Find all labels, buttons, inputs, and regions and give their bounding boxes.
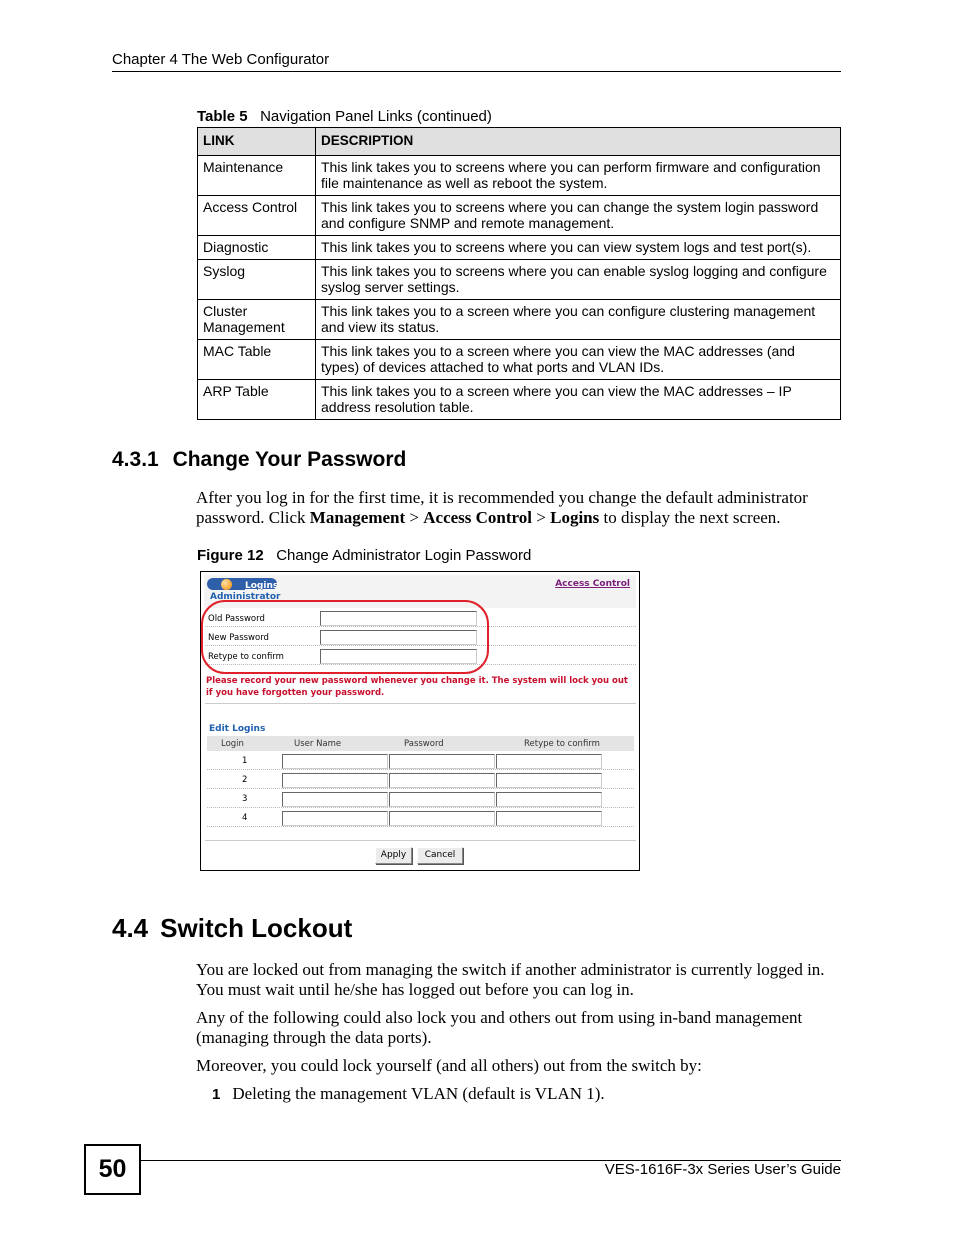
link-cell: MAC Table: [198, 340, 316, 380]
login-row: [207, 751, 634, 770]
highlight-circle: [201, 600, 489, 674]
figure-caption-text: Change Administrator Login Password: [276, 547, 532, 564]
section-title: Change Your Password: [172, 448, 407, 471]
login-number: 2: [242, 775, 248, 785]
user-name-input[interactable]: [282, 754, 388, 769]
user-name-input[interactable]: [282, 773, 388, 788]
section-number: 4.3.1: [112, 448, 159, 471]
table-row: [198, 260, 841, 300]
lockout-paragraph-1: You are locked out from managing the switch if another administrator is currently logged in. You must wait until he/she has logged out before you can log in.: [196, 960, 825, 999]
description-cell: This link takes you to a screen where you can configure clustering management and view its status.: [316, 300, 841, 340]
table-caption-label: Table 5: [197, 108, 248, 125]
tab-ball-icon: [221, 579, 232, 590]
user-name-input[interactable]: [282, 811, 388, 826]
column-header-user-name: User Name: [294, 739, 342, 749]
figure-caption: [197, 547, 531, 564]
link-cell: Access Control: [198, 196, 316, 236]
login-password-screenshot: [200, 571, 640, 871]
menu-separator: >: [405, 508, 424, 527]
section-title: Switch Lockout: [160, 913, 353, 943]
navigation-links-table: [197, 127, 841, 420]
user-name-input[interactable]: [282, 792, 388, 807]
para-text: After you log in for the first time, it is recommended you change the default administrator password. Click: [196, 488, 808, 527]
list-item: [212, 1084, 605, 1105]
description-cell: This link takes you to a screen where you can view the MAC addresses (and types) of devices attached to what ports and VLAN IDs.: [316, 340, 841, 380]
administrator-heading: Administrator: [210, 592, 281, 602]
list-text: Deleting the management VLAN (default is VLAN 1).: [232, 1084, 605, 1103]
lockout-paragraph-3: Moreover, you could lock yourself (and all others) out from the switch by:: [196, 1056, 702, 1075]
table-caption: [197, 108, 492, 125]
figure-caption-label: Figure 12: [197, 547, 264, 564]
table-row: [198, 156, 841, 196]
password-input[interactable]: [389, 792, 495, 807]
description-cell: This link takes you to a screen where you can view the MAC addresses – IP address resolution table.: [316, 380, 841, 420]
description-cell: This link takes you to screens where you can enable syslog logging and configure syslog server settings.: [316, 260, 841, 300]
link-cell: Cluster Management: [198, 300, 316, 340]
divider: [205, 703, 636, 704]
password-input[interactable]: [389, 811, 495, 826]
section-heading-4-4: [112, 913, 352, 944]
description-cell: This link takes you to screens where you can view system logs and test port(s).: [316, 236, 841, 260]
old-password-label: Old Password: [208, 614, 265, 624]
access-control-link[interactable]: Access Control: [555, 579, 630, 589]
column-header-password: Password: [404, 739, 444, 749]
login-number: 3: [242, 794, 248, 804]
divider: [205, 840, 636, 841]
cancel-button[interactable]: Cancel: [417, 847, 463, 864]
link-cell: Diagnostic: [198, 236, 316, 260]
logins-tab[interactable]: [207, 578, 277, 590]
table-row: [198, 340, 841, 380]
menu-logins: Logins: [550, 508, 600, 527]
lockout-paragraph-2: Any of the following could also lock you and others out from using in-band management (managing through the data ports).: [196, 1008, 803, 1047]
list-number: 1: [212, 1086, 221, 1103]
description-cell: This link takes you to screens where you can perform firmware and configuration file maintenance as well as reboot the system.: [316, 156, 841, 196]
para-text: to display the next screen.: [599, 508, 781, 527]
table-row: [198, 380, 841, 420]
login-row: [207, 770, 634, 789]
password-input[interactable]: [389, 773, 495, 788]
retype-input[interactable]: [496, 773, 602, 788]
retype-password-label: Retype to confirm: [208, 652, 284, 662]
change-password-paragraph: [196, 488, 841, 528]
login-row: [207, 808, 634, 827]
column-header-login: Login: [221, 739, 244, 749]
password-warning: Please record your new password whenever you change it. The system will lock you out if you have forgotten your password.: [206, 676, 628, 698]
login-row: [207, 789, 634, 808]
edit-logins-header: [207, 736, 634, 751]
table-caption-text: Navigation Panel Links (continued): [260, 108, 492, 125]
link-cell: Maintenance: [198, 156, 316, 196]
header-rule: [112, 71, 841, 72]
page-number: 50: [84, 1144, 141, 1195]
menu-access-control: Access Control: [423, 508, 533, 527]
edit-logins-heading: Edit Logins: [209, 724, 266, 734]
table-row: [198, 196, 841, 236]
login-number: 4: [242, 813, 248, 823]
column-header-retype: Retype to confirm: [524, 739, 600, 749]
table-row: [198, 300, 841, 340]
menu-separator: >: [532, 508, 551, 527]
column-header-link: LINK: [198, 128, 316, 156]
section-number: 4.4: [112, 913, 149, 943]
table-row: [198, 236, 841, 260]
link-cell: ARP Table: [198, 380, 316, 420]
table-header-row: [198, 128, 841, 156]
login-number: 1: [242, 756, 248, 766]
section-heading-4-3-1: [112, 448, 406, 472]
apply-button[interactable]: Apply: [375, 847, 412, 864]
retype-input[interactable]: [496, 811, 602, 826]
password-input[interactable]: [389, 754, 495, 769]
column-header-description: DESCRIPTION: [316, 128, 841, 156]
menu-management: Management: [309, 508, 406, 527]
guide-title: VES-1616F-3x Series User’s Guide: [604, 1161, 841, 1178]
link-cell: Syslog: [198, 260, 316, 300]
retype-input[interactable]: [496, 792, 602, 807]
retype-input[interactable]: [496, 754, 602, 769]
description-cell: This link takes you to screens where you can change the system login password and configure SNMP and remote management.: [316, 196, 841, 236]
chapter-header: Chapter 4 The Web Configurator: [112, 51, 330, 68]
new-password-label: New Password: [208, 633, 269, 643]
logins-tab-label: Logins: [245, 581, 279, 591]
